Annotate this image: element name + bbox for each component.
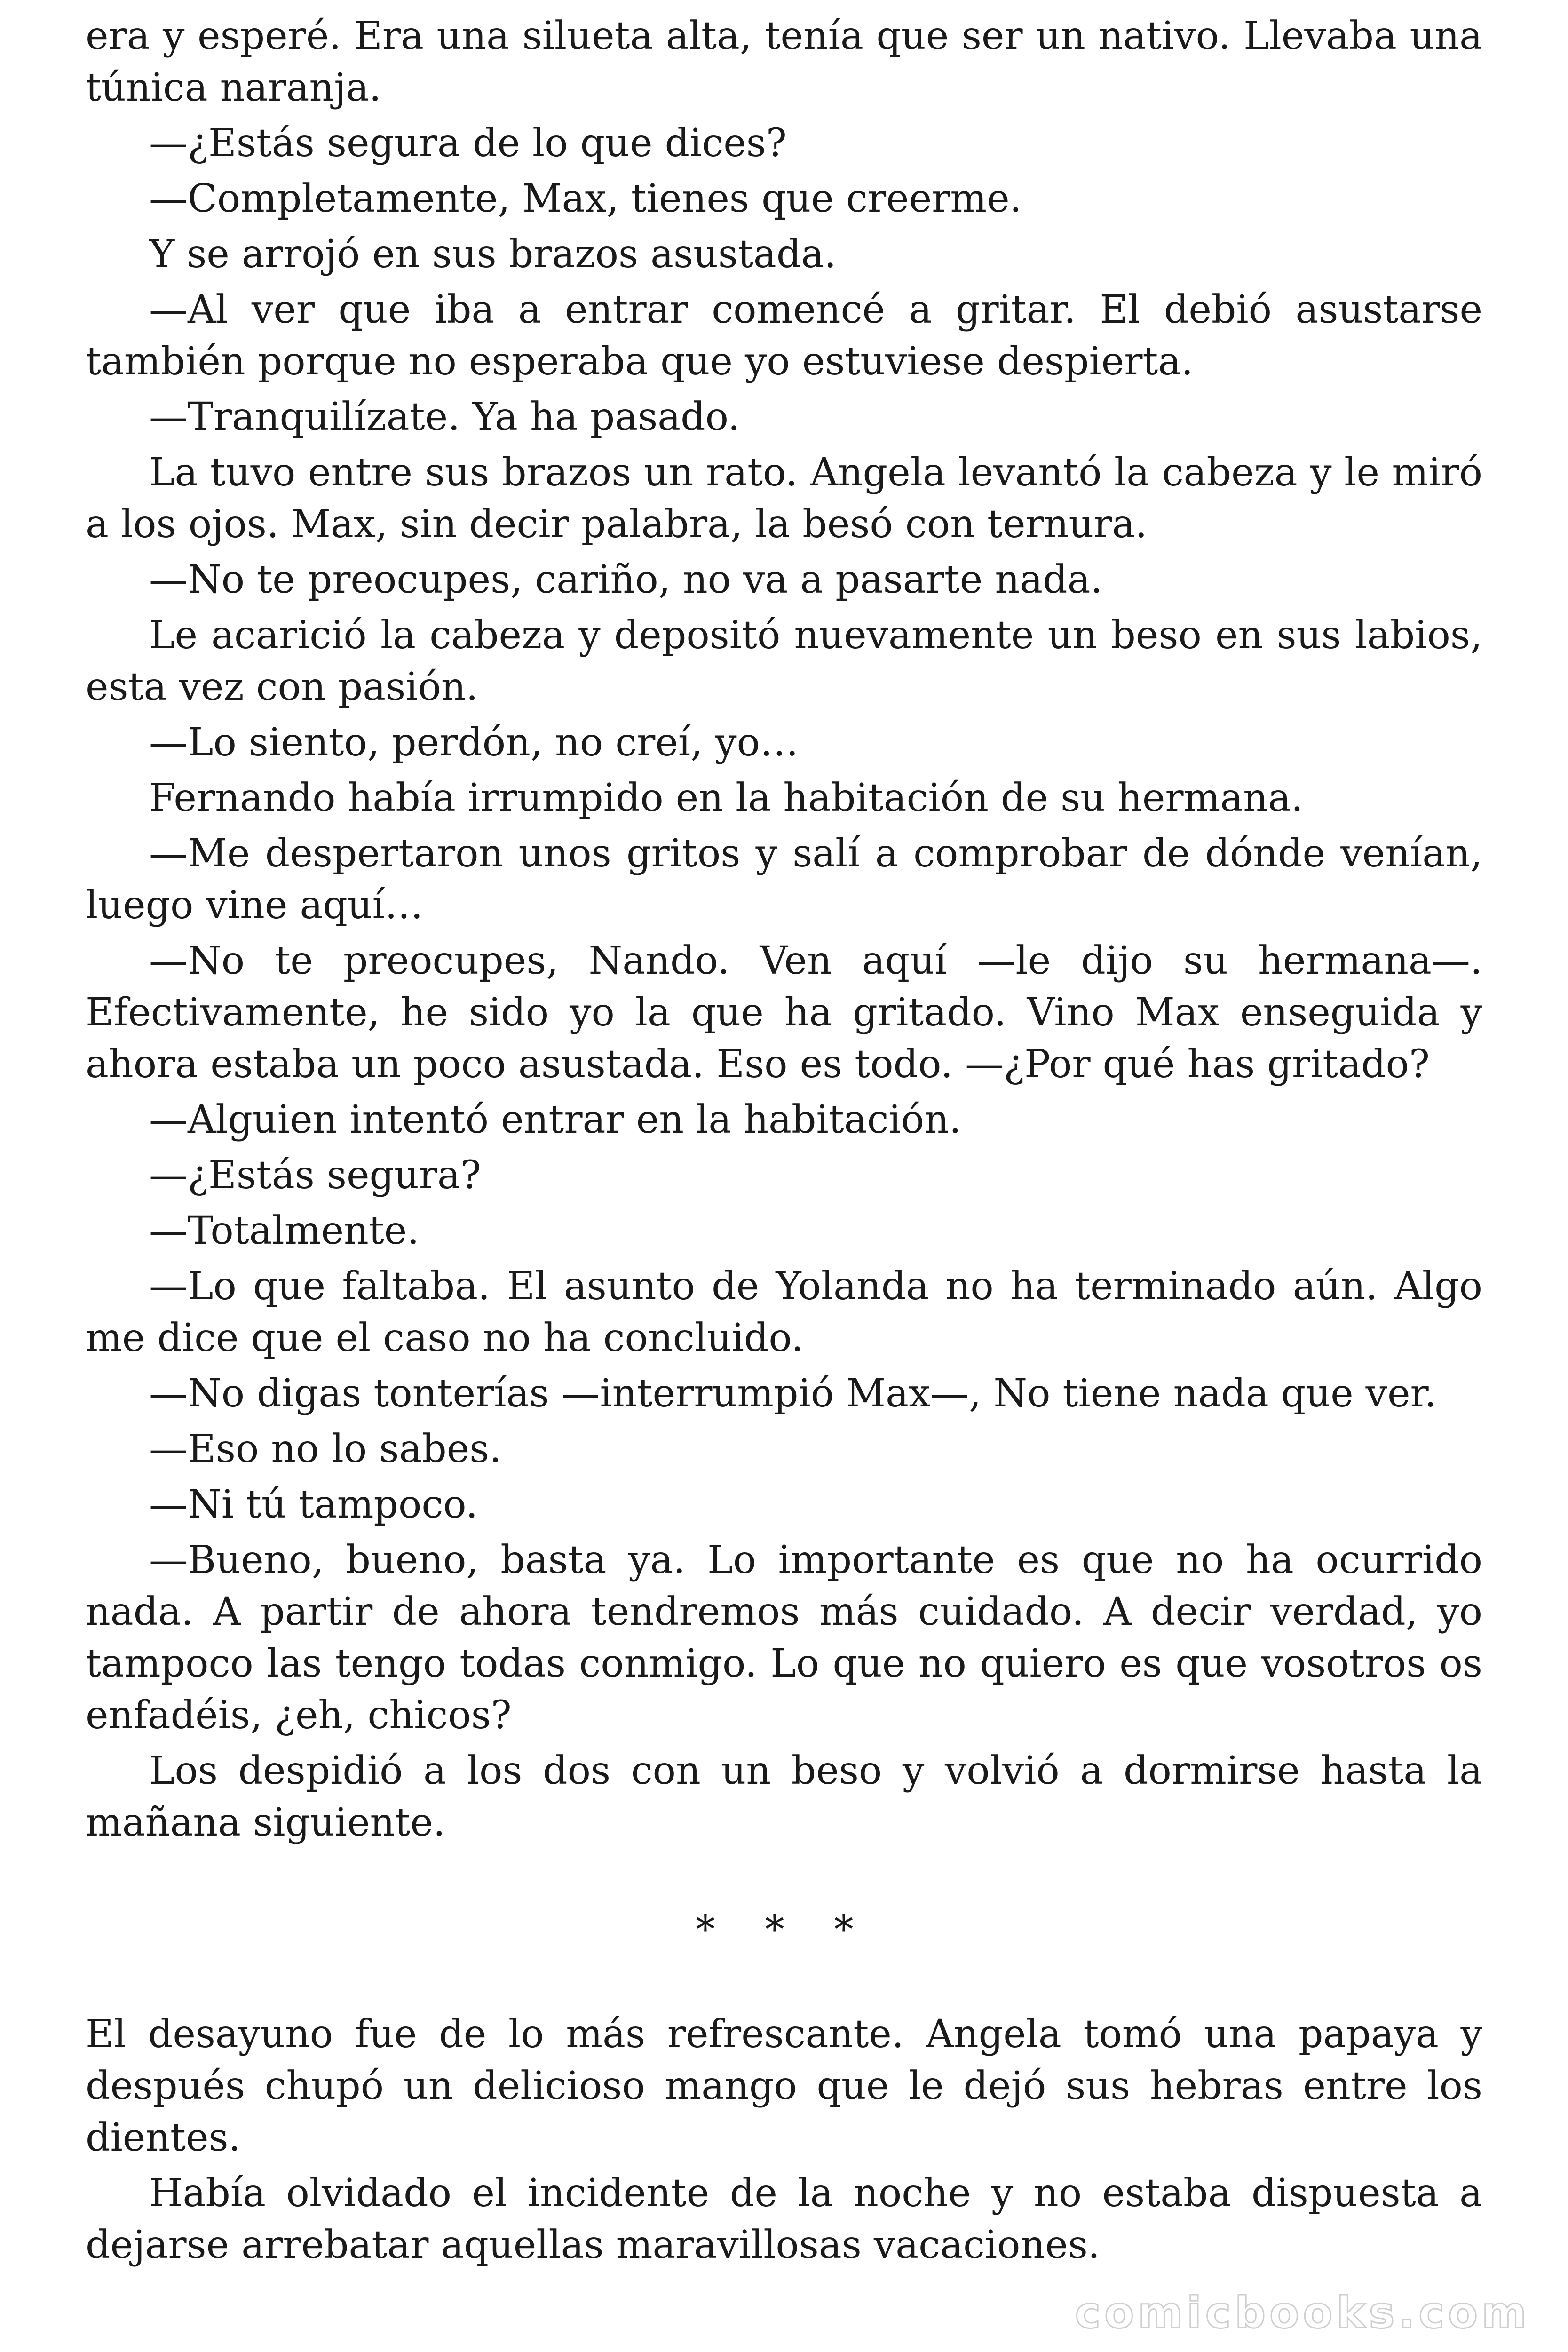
paragraph: La tuvo entre sus brazos un rato. Angela levantó la cabeza y le miró a los ojos. Max, sin decir palabra, la besó con ternura. [86, 450, 1482, 547]
paragraph: —Lo siento, perdón, no creí, yo… [149, 720, 799, 765]
paragraph: —No te preocupes, Nando. Ven aquí —le dijo su hermana—. Efectivamente, he sido yo la que ha gritado. Vino Max enseguida y ahora estaba un poco asustada. Eso es todo. —¿Por qué has gritado? [86, 938, 1482, 1087]
paragraph: era y esperé. Era una silueta alta, tenía que ser un nativo. Llevaba una túnica naranja. [86, 14, 1482, 110]
paragraph: —Totalmente. [149, 1208, 420, 1253]
paragraphs-before [86, 10, 1482, 1849]
paragraph: —No te preocupes, cariño, no va a pasarte nada. [149, 557, 1103, 602]
paragraph: —Tranquilízate. Ya ha pasado. [149, 395, 740, 439]
paragraphs-after [86, 2009, 1482, 2271]
section-break: * * * [696, 1907, 872, 1952]
paragraph: —Me despertaron unos gritos y salí a comprobar de dónde venían, luego vine aquí… [86, 831, 1482, 928]
paragraph: —Al ver que iba a entrar comencé a gritar. El debió asustarse también porque no esperaba que yo estuviese despierta. [86, 287, 1482, 384]
paragraph: —Completamente, Max, tienes que creerme. [149, 176, 1022, 221]
paragraph: —No digas tonterías —interrumpió Max—, No tiene nada que ver. [149, 1371, 1437, 1416]
paragraph: —¿Estás segura? [149, 1153, 481, 1198]
paragraph: —Ni tú tampoco. [149, 1482, 478, 1527]
paragraph: —Lo que faltaba. El asunto de Yolanda no ha terminado aún. Algo me dice que el caso no ha concluido. [86, 1264, 1482, 1360]
paragraph: Los despidió a los dos con un beso y volvió a dormirse hasta la mañana siguiente. [86, 1748, 1482, 1845]
paragraph: —Bueno, bueno, basta ya. Lo importante es que no ha ocurrido nada. A partir de ahora tendremos más cuidado. A decir verdad, yo tampoco las tengo todas conmigo. Lo que no quiero es que vosotros os enfadéis, ¿eh, chicos? [86, 1538, 1482, 1738]
watermark-logo: comicbooks.com [1075, 2288, 1530, 2338]
paragraph: Fernando había irrumpido en la habitación de su hermana. [149, 776, 1303, 820]
body-text [86, 10, 1482, 2275]
paragraph: —¿Estás segura de lo que dices? [149, 121, 787, 166]
paragraph: Y se arrojó en sus brazos asustada. [149, 232, 837, 277]
paragraph: Le acarició la cabeza y depositó nuevamente un beso en sus labios, esta vez con pasión. [86, 613, 1482, 709]
paragraph: Había olvidado el incidente de la noche y no estaba dispuesta a dejarse arrebatar aquellas maravillosas vacaciones. [86, 2171, 1482, 2267]
paragraph: —Eso no lo sabes. [149, 1427, 502, 1471]
paragraph: El desayuno fue de lo más refrescante. Angela tomó una papaya y después chupó un delicioso mango que le dejó sus hebras entre los dientes. [86, 2012, 1482, 2160]
paragraph: —Alguien intentó entrar en la habitación. [149, 1097, 961, 1142]
